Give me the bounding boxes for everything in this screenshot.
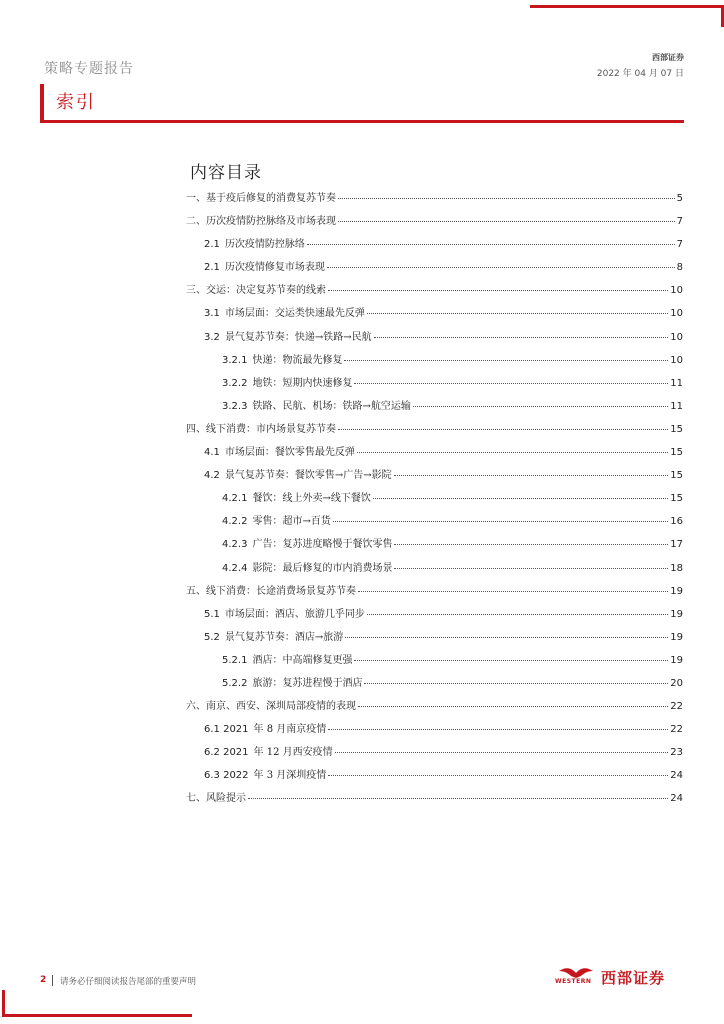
toc-entry-number: 3.2.2 xyxy=(222,377,248,389)
toc-entry-label: 影院：最后修复的市内消费场景 xyxy=(252,562,393,574)
toc-entry[interactable] xyxy=(186,535,683,558)
disclaimer-note: 请务必仔细阅读报告尾部的重要声明 xyxy=(60,977,197,987)
toc-entry-page: 18 xyxy=(670,562,683,574)
toc-entry-page: 11 xyxy=(670,377,683,389)
toc-entry-page: 19 xyxy=(670,585,683,597)
toc-leader-dots xyxy=(333,521,668,522)
toc-entry-page: 5 xyxy=(676,193,683,204)
toc-entry-label: 地铁：短期内快速修复 xyxy=(252,377,353,389)
toc-entry-page: 15 xyxy=(670,493,683,505)
toc-entry-label: 广告：复苏进度略慢于餐饮零售 xyxy=(252,539,393,551)
toc-entry-label: 年 12 月西安疫情 xyxy=(253,747,333,759)
toc-entry[interactable] xyxy=(186,443,683,466)
company-logo xyxy=(555,965,687,991)
section-marker-bar xyxy=(40,84,44,120)
footer-separator xyxy=(52,975,53,986)
header-brand: 西部证券 xyxy=(652,53,684,62)
logo-english-text: WESTERN xyxy=(555,978,592,985)
toc-leader-dots xyxy=(354,383,668,384)
header-divider xyxy=(40,120,684,123)
toc-entry[interactable] xyxy=(186,212,683,235)
toc-entry[interactable] xyxy=(186,628,683,651)
toc-entry[interactable] xyxy=(186,697,683,720)
toc-leader-dots xyxy=(413,406,668,407)
toc-leader-dots xyxy=(354,660,668,661)
toc-entry-label: 景气复苏节奏：快递→铁路→民航 xyxy=(224,331,372,343)
toc-entry[interactable] xyxy=(186,397,683,420)
toc-leader-dots xyxy=(373,498,668,499)
toc-leader-dots xyxy=(345,637,668,638)
toc-entry-page: 22 xyxy=(670,701,683,713)
toc-leader-dots xyxy=(328,290,668,291)
toc-entry-page: 10 xyxy=(670,285,683,297)
toc-entry-page: 24 xyxy=(670,770,683,782)
toc-entry-label: 酒店：中高端修复更强 xyxy=(252,654,353,666)
toc-entry-page: 19 xyxy=(670,654,683,666)
toc-entry-label: 市场层面：交运类快速最先反弹 xyxy=(224,308,365,320)
toc-leader-dots xyxy=(358,591,668,592)
section-title: 索引 xyxy=(56,92,96,113)
toc-entry-label: 景气复苏节奏：酒店→旅游 xyxy=(224,631,344,643)
toc-entry[interactable] xyxy=(186,674,683,697)
toc-entry-label: 市场层面：餐饮零售最先反弹 xyxy=(224,447,355,459)
toc-entry-page: 7 xyxy=(676,216,683,228)
toc-entry-number: 5.2.1 xyxy=(222,654,248,666)
toc-entry-label: 年 3 月深圳疫情 xyxy=(253,770,327,782)
toc-entry-label: 历次疫情修复市场表现 xyxy=(224,262,325,274)
toc-entry[interactable] xyxy=(186,720,683,743)
toc-entry[interactable] xyxy=(186,235,683,258)
toc-leader-dots xyxy=(344,360,668,361)
toc-entry-number: 5.1 xyxy=(204,608,220,620)
logo-chinese-text: 西部证券 xyxy=(601,969,666,987)
report-date: 2022 年 04 月 07 日 xyxy=(596,69,684,79)
toc-leader-dots xyxy=(357,452,668,453)
toc-entry-label: 四、线下消费：市内场景复苏节奏 xyxy=(186,423,336,435)
toc-leader-dots xyxy=(358,706,668,707)
toc-entry-number: 3.1 xyxy=(204,308,220,320)
toc-entry-label: 餐饮：线上外卖→线下餐饮 xyxy=(252,493,371,505)
toc-entry-number: 4.2.2 xyxy=(222,516,248,528)
toc-entry-page: 15 xyxy=(670,470,683,482)
toc-entry-number: 4.2.4 xyxy=(222,562,248,574)
corner-decoration-top-right xyxy=(530,5,724,8)
toc-entry[interactable] xyxy=(186,281,683,304)
toc-leader-dots xyxy=(364,683,668,684)
toc-entry-label: 六、南京、西安、深圳局部疫情的表现 xyxy=(186,701,356,713)
toc-leader-dots xyxy=(328,775,668,776)
toc-entry[interactable] xyxy=(186,304,683,327)
toc-entry-label: 景气复苏节奏：餐饮零售→广告→影院 xyxy=(224,470,392,482)
toc-title: 内容目录 xyxy=(190,163,262,183)
toc-entry-number: 4.2 xyxy=(204,470,220,482)
toc-entry-number: 2.1 xyxy=(204,239,220,251)
toc-entry-page: 24 xyxy=(670,793,683,805)
toc-entry-page: 7 xyxy=(676,239,683,251)
toc-entry[interactable] xyxy=(186,328,683,351)
toc-entry-page: 20 xyxy=(670,677,683,689)
toc-entry-label: 三、交运：决定复苏节奏的线索 xyxy=(186,285,326,297)
toc-entry[interactable] xyxy=(186,743,683,766)
toc-entry-label: 一、基于疫后修复的消费复苏节奏 xyxy=(186,193,336,204)
toc-leader-dots xyxy=(248,798,668,799)
corner-decoration-bottom-left xyxy=(2,1014,192,1017)
toc-entry-page: 17 xyxy=(670,539,683,551)
toc-entry-page: 11 xyxy=(670,400,683,412)
toc-entry-page: 22 xyxy=(670,724,683,736)
toc-entry-page: 19 xyxy=(670,608,683,620)
toc-entry[interactable] xyxy=(186,189,683,212)
toc-entry-label: 五、线下消费：长途消费场景复苏节奏 xyxy=(186,585,356,597)
toc-leader-dots xyxy=(338,198,675,199)
toc-leader-dots xyxy=(327,267,675,268)
table-of-contents xyxy=(186,189,683,813)
toc-leader-dots xyxy=(394,568,668,569)
toc-leader-dots xyxy=(374,337,669,338)
toc-leader-dots xyxy=(328,729,668,730)
toc-leader-dots xyxy=(307,244,675,245)
toc-entry-page: 10 xyxy=(670,331,683,343)
page-number: 2 xyxy=(40,975,47,985)
toc-leader-dots xyxy=(394,475,669,476)
toc-entry-number: 2.1 xyxy=(204,262,220,274)
corner-decoration-bottom-left-vertical xyxy=(2,990,5,1017)
toc-entry-label: 快递：物流最先修复 xyxy=(252,354,343,366)
toc-entry-page: 8 xyxy=(676,262,683,274)
toc-entry-label: 历次疫情防控脉络 xyxy=(224,239,305,251)
toc-entry[interactable] xyxy=(186,374,683,397)
toc-entry-number: 6.1 2021 xyxy=(204,724,249,736)
toc-leader-dots xyxy=(338,221,675,222)
toc-leader-dots xyxy=(335,752,669,753)
toc-entry[interactable] xyxy=(186,512,683,535)
toc-entry-page: 10 xyxy=(670,354,683,366)
toc-entry-page: 23 xyxy=(670,747,683,759)
toc-entry[interactable] xyxy=(186,420,683,443)
toc-entry-number: 3.2.1 xyxy=(222,354,248,366)
toc-leader-dots xyxy=(367,614,668,615)
toc-entry[interactable] xyxy=(186,489,683,512)
toc-entry[interactable] xyxy=(186,651,683,674)
toc-entry[interactable] xyxy=(186,559,683,582)
toc-entry-number: 5.2.2 xyxy=(222,677,248,689)
toc-entry[interactable] xyxy=(186,766,683,789)
toc-entry-label: 二、历次疫情防控脉络及市场表现 xyxy=(186,216,336,228)
toc-entry[interactable] xyxy=(186,605,683,628)
toc-leader-dots xyxy=(394,544,668,545)
toc-entry-page: 15 xyxy=(670,447,683,459)
toc-entry-label: 零售：超市→百货 xyxy=(252,516,331,528)
toc-entry-page: 15 xyxy=(670,423,683,435)
toc-entry-number: 4.1 xyxy=(204,447,220,459)
toc-entry-page: 10 xyxy=(670,308,683,320)
toc-entry[interactable] xyxy=(186,789,683,812)
toc-entry[interactable] xyxy=(186,466,683,489)
toc-entry[interactable] xyxy=(186,582,683,605)
toc-entry-page: 16 xyxy=(670,516,683,528)
toc-entry[interactable] xyxy=(186,258,683,281)
toc-entry-page: 19 xyxy=(670,631,683,643)
toc-entry-number: 5.2 xyxy=(204,631,220,643)
toc-entry-label: 铁路、民航、机场：铁路→航空运输 xyxy=(252,400,411,412)
toc-leader-dots xyxy=(367,313,668,314)
toc-entry-label: 七、风险提示 xyxy=(186,793,246,805)
toc-entry-number: 4.2.3 xyxy=(222,539,248,551)
toc-entry-label: 市场层面：酒店、旅游几乎同步 xyxy=(224,608,365,620)
toc-entry[interactable] xyxy=(186,351,683,374)
report-type: 策略专题报告 xyxy=(44,61,134,77)
toc-entry-number: 3.2 xyxy=(204,331,220,343)
toc-entry-number: 6.2 2021 xyxy=(204,747,249,759)
toc-entry-number: 6.3 2022 xyxy=(204,770,249,782)
toc-entry-number: 4.2.1 xyxy=(222,493,248,505)
toc-leader-dots xyxy=(338,429,668,430)
toc-entry-label: 旅游：复苏进程慢于酒店 xyxy=(252,677,363,689)
toc-entry-number: 3.2.3 xyxy=(222,400,248,412)
toc-entry-label: 年 8 月南京疫情 xyxy=(253,724,327,736)
